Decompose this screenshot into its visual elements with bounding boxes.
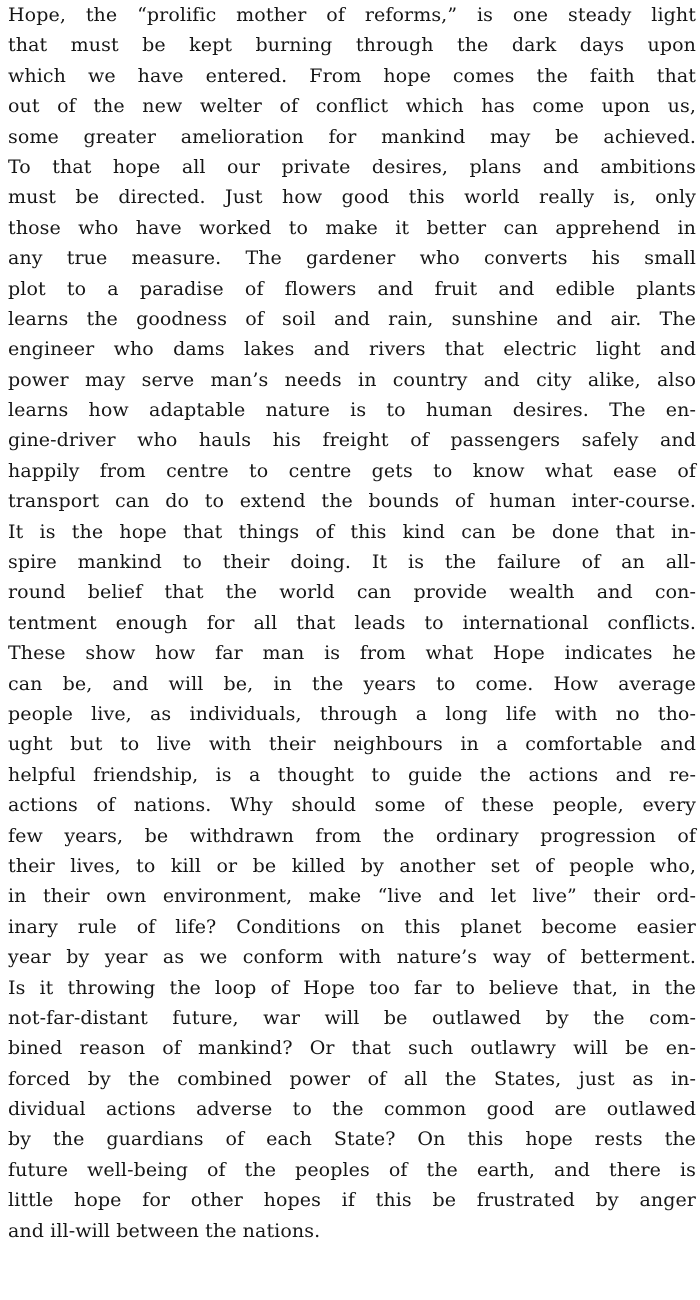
text-line: future well-being of the peoples of the earth, and there is <box>8 1158 696 1181</box>
text-line: forced by the combined power of all the States, just as in- <box>8 1067 696 1090</box>
text-line: happily from centre to centre gets to know what ease of <box>8 459 696 482</box>
text-line-last: and ill-will between the nations. <box>8 1219 321 1242</box>
text-line: tentment enough for all that leads to international conflicts. <box>8 611 696 634</box>
text-line: dividual actions adverse to the common good are outlawed <box>8 1098 696 1121</box>
text-line: some greater amelioration for mankind may be achieved. <box>8 125 696 148</box>
text-line: Hope, the “prolific mother of reforms,” is one steady light <box>8 4 696 26</box>
text-line: can be, and will be, in the years to come. How average <box>8 672 696 695</box>
text-line: To that hope all our private desires, plans and ambitions <box>8 155 696 178</box>
text-line: by the guardians of each State? On this hope rests the <box>8 1128 696 1151</box>
text-line: actions of nations. Why should some of these people, every <box>8 794 696 817</box>
text-line: gine-driver who hauls his freight of passengers safely and <box>8 429 696 452</box>
text-line: must be directed. Just how good this world really is, only <box>8 186 696 209</box>
text-line: those who have worked to make it better can apprehend in <box>8 216 696 239</box>
text-line: learns the goodness of soil and rain, sunshine and air. The <box>8 307 696 330</box>
text-line: learns how adaptable nature is to human desires. The en- <box>8 399 696 422</box>
text-line: These show how far man is from what Hope indicates he <box>8 642 696 665</box>
text-line: in their own environment, make “live and let live” their ord- <box>8 885 696 908</box>
text-line: few years, be withdrawn from the ordinary progression of <box>8 824 696 847</box>
text-line: round belief that the world can provide wealth and con- <box>8 581 696 604</box>
text-line: ught but to live with their neighbours in a comfortable and <box>8 733 696 756</box>
text-line: out of the new welter of conflict which has come upon us, <box>8 95 696 118</box>
text-line: helpful friendship, is a thought to guide the actions and re- <box>8 763 696 786</box>
text-line: people live, as individuals, through a long life with no tho- <box>8 702 696 725</box>
text-line: little hope for other hopes if this be frustrated by anger <box>8 1189 696 1212</box>
text-line: their lives, to kill or be killed by another set of people who, <box>8 854 696 877</box>
body-paragraph <box>8 0 696 1246</box>
text-line: any true measure. The gardener who converts his small <box>8 247 696 270</box>
text-line: engineer who dams lakes and rivers that electric light and <box>8 338 696 361</box>
text-line: transport can do to extend the bounds of human inter-course. <box>8 490 696 513</box>
text-line: power may serve man’s needs in country and city alike, also <box>8 368 696 391</box>
text-line: Is it throwing the loop of Hope too far to believe that, in the <box>8 976 696 999</box>
text-line: inary rule of life? Conditions on this planet become easier <box>8 915 696 938</box>
text-line: plot to a paradise of flowers and fruit and edible plants <box>8 277 696 300</box>
text-line: that must be kept burning through the dark days upon <box>8 34 696 57</box>
text-line: spire mankind to their doing. It is the failure of an all- <box>8 551 696 574</box>
text-line: bined reason of mankind? Or that such outlawry will be en- <box>8 1037 696 1060</box>
text-line: which we have entered. From hope comes the faith that <box>8 64 696 87</box>
text-line: not-far-distant future, war will be outlawed by the com- <box>8 1006 696 1029</box>
text-line: year by year as we conform with nature’s way of betterment. <box>8 946 696 969</box>
text-line: It is the hope that things of this kind can be done that in- <box>8 520 696 543</box>
